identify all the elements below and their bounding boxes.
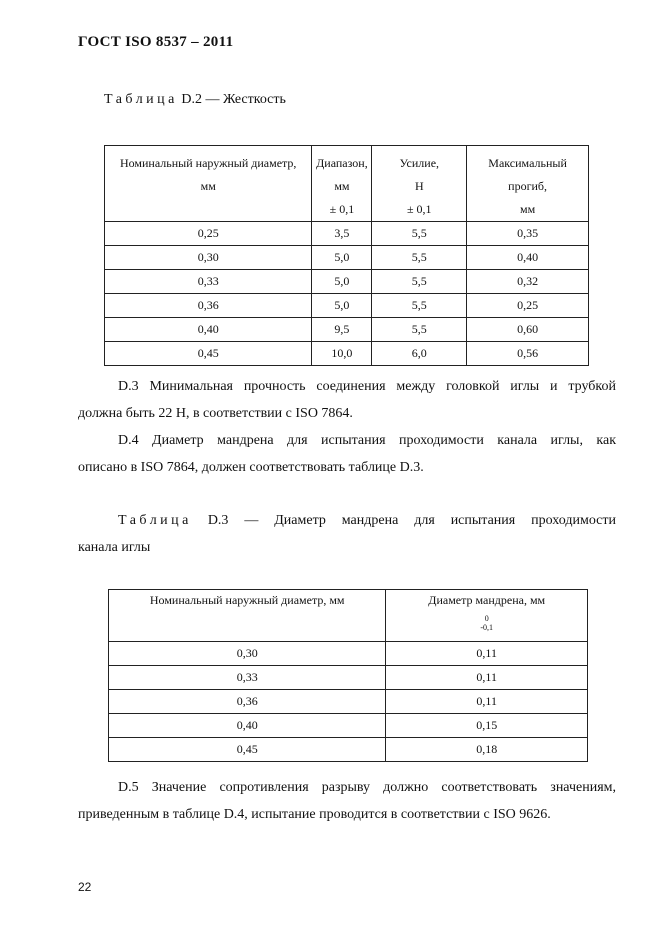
table-row: 0,25 3,5 5,5 0,35 bbox=[105, 222, 589, 246]
table-d3 bbox=[108, 589, 588, 762]
header-cell-range: Диапазон, мм ± 0,1 bbox=[312, 146, 372, 222]
table-row: 0,45 10,0 6,0 0,56 bbox=[105, 342, 589, 366]
page-number: 22 bbox=[78, 880, 92, 894]
table-d2-caption bbox=[104, 92, 286, 108]
header-cell-force: Усилие, Н ± 0,1 bbox=[372, 146, 467, 222]
header-cell-nominal-diameter: Номинальный наружный диаметр, мм bbox=[109, 590, 386, 642]
table-row: 0,30 5,0 5,5 0,40 bbox=[105, 246, 589, 270]
table-row: 0,36 0,11 bbox=[109, 690, 588, 714]
table-row: 0,40 9,5 5,5 0,60 bbox=[105, 318, 589, 342]
table-caption-prefix: Таблица bbox=[118, 513, 192, 528]
header-cell-mandrel-diameter: Диаметр мандрена, мм 0 -0,1 bbox=[386, 590, 588, 642]
table-header-row bbox=[109, 590, 588, 642]
paragraph-d4: D.4 Диаметр мандрена для испытания проходимости канала иглы, как описано в ISO 7864, должен соответствовать таблице D.3. bbox=[78, 433, 616, 475]
table-row: 0,33 0,11 bbox=[109, 666, 588, 690]
table-d3-caption bbox=[78, 507, 616, 561]
table-caption-text: D.3 — Диаметр мандрена для испытания проходимости bbox=[207, 513, 616, 528]
tolerance-lower: -0,1 bbox=[480, 623, 494, 632]
table-caption-line2: канала иглы bbox=[78, 540, 151, 555]
table-row: 0,36 5,0 5,5 0,25 bbox=[105, 294, 589, 318]
table-row: 0,40 0,15 bbox=[109, 714, 588, 738]
table-caption-text: D.2 — Жесткость bbox=[177, 92, 286, 107]
tolerance-upper: 0 bbox=[484, 614, 489, 623]
table-row: 0,33 5,0 5,5 0,32 bbox=[105, 270, 589, 294]
table-row: 0,30 0,11 bbox=[109, 642, 588, 666]
paragraph-d3: D.3 Минимальная прочность соединения между головкой иглы и трубкой должна быть 22 Н, в соответствии с ISO 7864. bbox=[78, 379, 616, 421]
header-cell-nominal-diameter: Номинальный наружный диаметр, мм bbox=[105, 146, 312, 222]
table-caption-prefix: Таблица bbox=[104, 92, 178, 107]
document-header: ГОСТ ISO 8537 – 2011 bbox=[78, 34, 234, 50]
table-d2 bbox=[104, 145, 589, 366]
table-header-row bbox=[105, 146, 589, 222]
table-row: 0,45 0,18 bbox=[109, 738, 588, 762]
paragraph-d5: D.5 Значение сопротивления разрыву должно соответствовать значениям, приведенным в таблице D.4, испытание проводится в соответствии с ISO 9626. bbox=[78, 780, 616, 822]
header-cell-max-deflection: Максимальный прогиб, мм bbox=[467, 146, 589, 222]
